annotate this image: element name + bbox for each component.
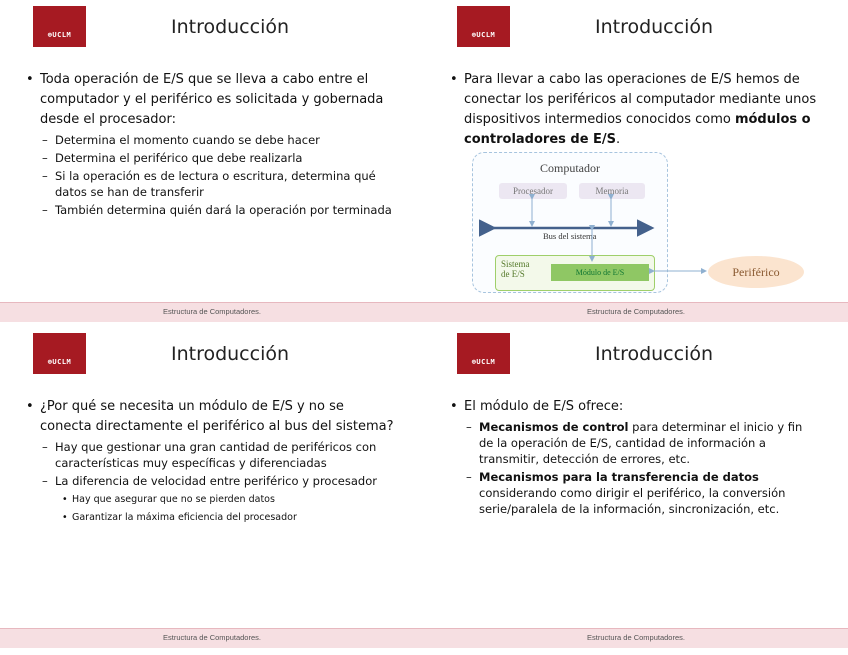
slide-title: Introducción	[594, 343, 714, 365]
slide-1	[0, 0, 424, 327]
uclm-logo: ⊕UCLM	[33, 6, 86, 47]
main-bullet: • Toda operación de E/S que se lleva a cabo entre el computador y el periférico es solicitada y gobernada desde el procesador:	[26, 72, 384, 127]
slide-footer: Estructura de Computadores.	[424, 628, 848, 648]
io-module-box: Módulo de E/S	[551, 264, 649, 281]
sub-bullet: – Hay que gestionar una gran cantidad de periféricos con características muy específicas y diferenciadas	[42, 440, 377, 470]
slide-title: Introducción	[170, 343, 290, 365]
sub-sub-bullet: • Hay que asegurar que no se pierden datos	[62, 494, 275, 505]
sub-sub-bullet: • Garantizar la máxima eficiencia del procesador	[62, 512, 297, 523]
uclm-logo: ⊕UCLM	[33, 333, 86, 374]
slide-content	[24, 397, 396, 525]
diagram-connectors	[472, 152, 812, 297]
sub-bullet: – Mecanismos de control para determinar el inicio y fin de la operación de E/S, cantidad de información a transmitir, detección de errores, etc.	[466, 420, 803, 466]
bus-label: Bus del sistema	[543, 231, 597, 241]
sub-bullet: – Determina el periférico que debe realizarla	[42, 151, 303, 165]
peripheral-ellipse: Periférico	[708, 256, 804, 288]
slide-title: Introducción	[594, 16, 714, 38]
slide-content	[448, 397, 820, 517]
sub-bullet: – Determina el momento cuando se debe hacer	[42, 133, 320, 147]
slide-4	[424, 327, 848, 654]
slide-footer: Estructura de Computadores.	[424, 302, 848, 322]
io-system-label: Sistema de E/S	[501, 259, 530, 279]
memory-box: Memoria	[579, 183, 645, 199]
sub-bullet: – La diferencia de velocidad entre periférico y procesador	[42, 474, 377, 488]
slide-title: Introducción	[170, 16, 290, 38]
slide-footer: Estructura de Computadores.	[0, 302, 424, 322]
sub-bullet: – También determina quién dará la operación por terminada	[42, 203, 392, 217]
slide-content	[448, 70, 820, 152]
slide-3	[0, 327, 424, 654]
sub-bullet: – Si la operación es de lectura o escritura, determina qué datos se han de transferir	[42, 169, 376, 199]
uclm-logo: ⊕UCLM	[457, 6, 510, 47]
computer-label: Computador	[540, 161, 600, 175]
processor-box: Procesador	[499, 183, 567, 199]
io-diagram	[472, 152, 812, 297]
uclm-logo: ⊕UCLM	[457, 333, 510, 374]
slide-content	[24, 70, 396, 218]
sub-bullet: – Mecanismos para la transferencia de datos considerando como dirigir el periférico, la conversión serie/paralela de la información, sincronización, etc.	[466, 470, 786, 516]
main-bullet: • ¿Por qué se necesita un módulo de E/S y no se conecta directamente el periférico al bus del sistema?	[26, 399, 394, 434]
main-bullet: • El módulo de E/S ofrece:	[450, 399, 624, 414]
slide-footer: Estructura de Computadores.	[0, 628, 424, 648]
main-bullet: • Para llevar a cabo las operaciones de E/S hemos de conectar los periféricos al computador mediante unos dispositivos intermedios conocidos como módulos o controladores de E/S.	[450, 72, 817, 147]
